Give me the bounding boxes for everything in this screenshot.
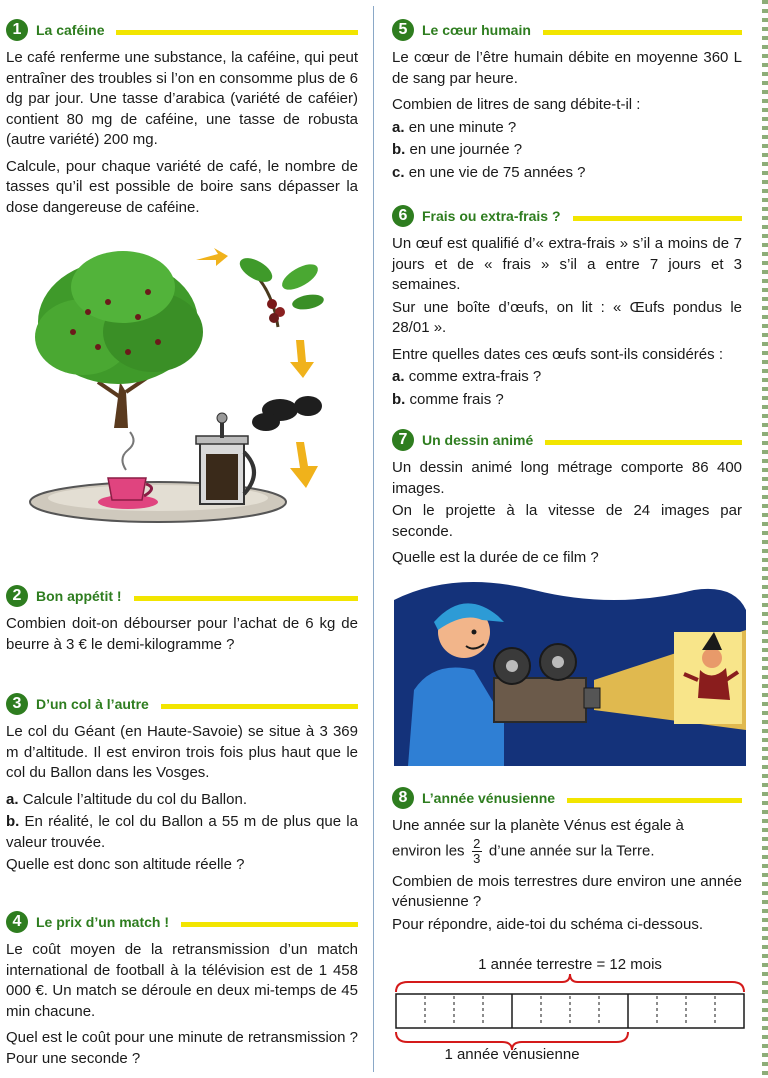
exercise-text: Le col du Géant (en Haute-Savoie) se situe à 3 369 m d’altitude. Il est environ trois fois plus haut que le col du Ballon dans les Vosges. xyxy=(6,723,358,781)
exercise-question: Quelle est la durée de ce film ? xyxy=(392,549,599,566)
exercise-title: Bon appétit ! xyxy=(36,588,122,604)
exercise-2-header xyxy=(6,584,358,608)
exercise-number: 7 xyxy=(392,429,414,451)
year-diagram xyxy=(394,956,746,1068)
exercise-part-b: b. comme frais ? xyxy=(392,390,504,408)
exercise-3 xyxy=(6,692,358,876)
title-rule xyxy=(573,216,743,221)
exercise-number: 6 xyxy=(392,205,414,227)
exercise-title: La caféine xyxy=(36,22,105,38)
exercise-part-a: a. en une minute ? xyxy=(392,118,517,136)
exercise-4 xyxy=(6,910,358,1069)
page-edge-decoration xyxy=(762,0,768,1078)
title-rule xyxy=(545,440,742,445)
coffee-beans xyxy=(252,396,322,431)
exercise-number: 3 xyxy=(6,693,28,715)
tree-trunk xyxy=(114,382,128,428)
exercise-title: Le prix d’un match ! xyxy=(36,914,170,930)
exercise-text: Le café renferme une substance, la caféine, qui peut entraîner des troubles si l’on en consomme plus de 6 dg par jour. Une tasse d’arabica (variété de caféier) contient 80 mg de caféine, une tasse de robusta (autre variété) 200 mg. xyxy=(6,49,358,148)
exercise-8 xyxy=(392,786,742,935)
exercise-text: Un dessin animé long métrage comporte 86 400 images. xyxy=(392,459,742,497)
title-rule xyxy=(567,798,742,803)
exercise-7 xyxy=(392,428,742,569)
exercise-6 xyxy=(392,204,742,410)
exercise-part-b: b. en une journée ? xyxy=(392,141,523,158)
exercise-text: Le cœur de l’être humain débite en moyenne 360 L de sang par heure. xyxy=(392,49,742,87)
exercise-part-b: b. En réalité, le col du Ballon a 55 m de plus que la valeur trouvée. xyxy=(6,813,358,851)
exercise-number: 1 xyxy=(6,19,28,41)
exercise-title: Un dessin animé xyxy=(422,432,534,448)
exercise-6-header xyxy=(392,204,742,228)
exercise-part-a: a. Calcule l’altitude du col du Ballon. xyxy=(6,790,247,808)
title-rule xyxy=(181,922,358,927)
exercise-8-header xyxy=(392,786,742,810)
exercise-question: Calcule, pour chaque variété de café, le nombre de tasses qu’il est possible de boire sans dépasser la dose dangereuse de caféine. xyxy=(6,157,358,216)
exercise-hint: Pour répondre, aide-toi du schéma ci-dessous. xyxy=(392,915,704,933)
exercise-question: Quel est le coût pour une minute de retransmission ? Pour une seconde ? xyxy=(6,1029,358,1067)
coffee-cup xyxy=(108,478,146,500)
coffee-branch xyxy=(236,253,325,327)
exercise-question: Entre quelles dates ces œufs sont-ils considérés : xyxy=(392,345,723,363)
exercise-title: L’année vénusienne xyxy=(422,790,556,806)
title-rule xyxy=(134,596,358,601)
exercise-7-header xyxy=(392,428,742,452)
diagram-label-earth-year: 1 année terrestre = 12 mois xyxy=(478,956,662,973)
french-press xyxy=(196,413,254,504)
arrow-icon xyxy=(290,340,314,378)
steam xyxy=(122,432,133,470)
exercise-title: Frais ou extra-frais ? xyxy=(422,208,561,224)
arrow-icon xyxy=(290,442,318,488)
exercise-5-header xyxy=(392,18,742,42)
exercise-1 xyxy=(6,18,358,218)
exercise-number: 2 xyxy=(6,585,28,607)
exercise-question: Combien doit-on débourser pour l’achat de 6 kg de beurre à 3 € le demi-kilogramme ? xyxy=(6,615,358,653)
title-rule xyxy=(543,30,742,35)
exercise-4-header xyxy=(6,910,358,934)
exercise-title: D’un col à l’autre xyxy=(36,696,149,712)
coffee-illustration xyxy=(28,232,328,532)
title-rule xyxy=(116,30,358,35)
exercise-title: Le cœur humain xyxy=(422,22,531,38)
exercise-question: Combien de litres de sang débite-t-il : xyxy=(392,96,641,113)
exercise-2 xyxy=(6,584,358,655)
exercise-text: Une année sur la planète Vénus est égale à environ les $\frac{2}{3}$ d’une année sur la Terre. xyxy=(392,817,684,866)
exercise-question: Combien de mois terrestres dure environ une année vénusienne ? xyxy=(392,872,742,910)
column-divider xyxy=(373,6,374,1072)
exercise-number: 5 xyxy=(392,19,414,41)
exercise-part-a: a. comme extra-frais ? xyxy=(392,368,542,385)
exercise-1-header xyxy=(6,18,358,42)
arrow-icon xyxy=(196,248,228,266)
exercise-3-header xyxy=(6,692,358,716)
fraction: $\frac{2}{3}$ xyxy=(473,835,481,866)
exercise-part-c: c. en une vie de 75 années ? xyxy=(392,163,586,181)
exercise-text-2: On le projette à la vitesse de 24 images par seconde. xyxy=(392,502,742,540)
exercise-text: Le coût moyen de la retransmission d’un match international de football à la télévision est de 1 458 000 €. Un match se déroule en deux mi-temps de 45 min chacune. xyxy=(6,941,358,1020)
diagram-label-venus-year: 1 année vénusienne xyxy=(444,1046,580,1063)
coffee-tree xyxy=(35,251,203,384)
exercise-5 xyxy=(392,18,742,183)
earth-year-brace xyxy=(396,974,744,992)
projector-illustration xyxy=(394,570,746,766)
exercise-number: 4 xyxy=(6,911,28,933)
exercise-question: Quelle est donc son altitude réelle ? xyxy=(6,856,245,873)
title-rule xyxy=(161,704,358,709)
exercise-text: Un œuf est qualifié d’« extra-frais » s’il a moins de 7 jours et de « frais » s’il a entre 7 jours et 3 semaines. xyxy=(392,235,742,293)
exercise-number: 8 xyxy=(392,787,414,809)
exercise-text-2: Sur une boîte d’œufs, on lit : « Œufs pondus le 28/01 ». xyxy=(392,298,742,336)
